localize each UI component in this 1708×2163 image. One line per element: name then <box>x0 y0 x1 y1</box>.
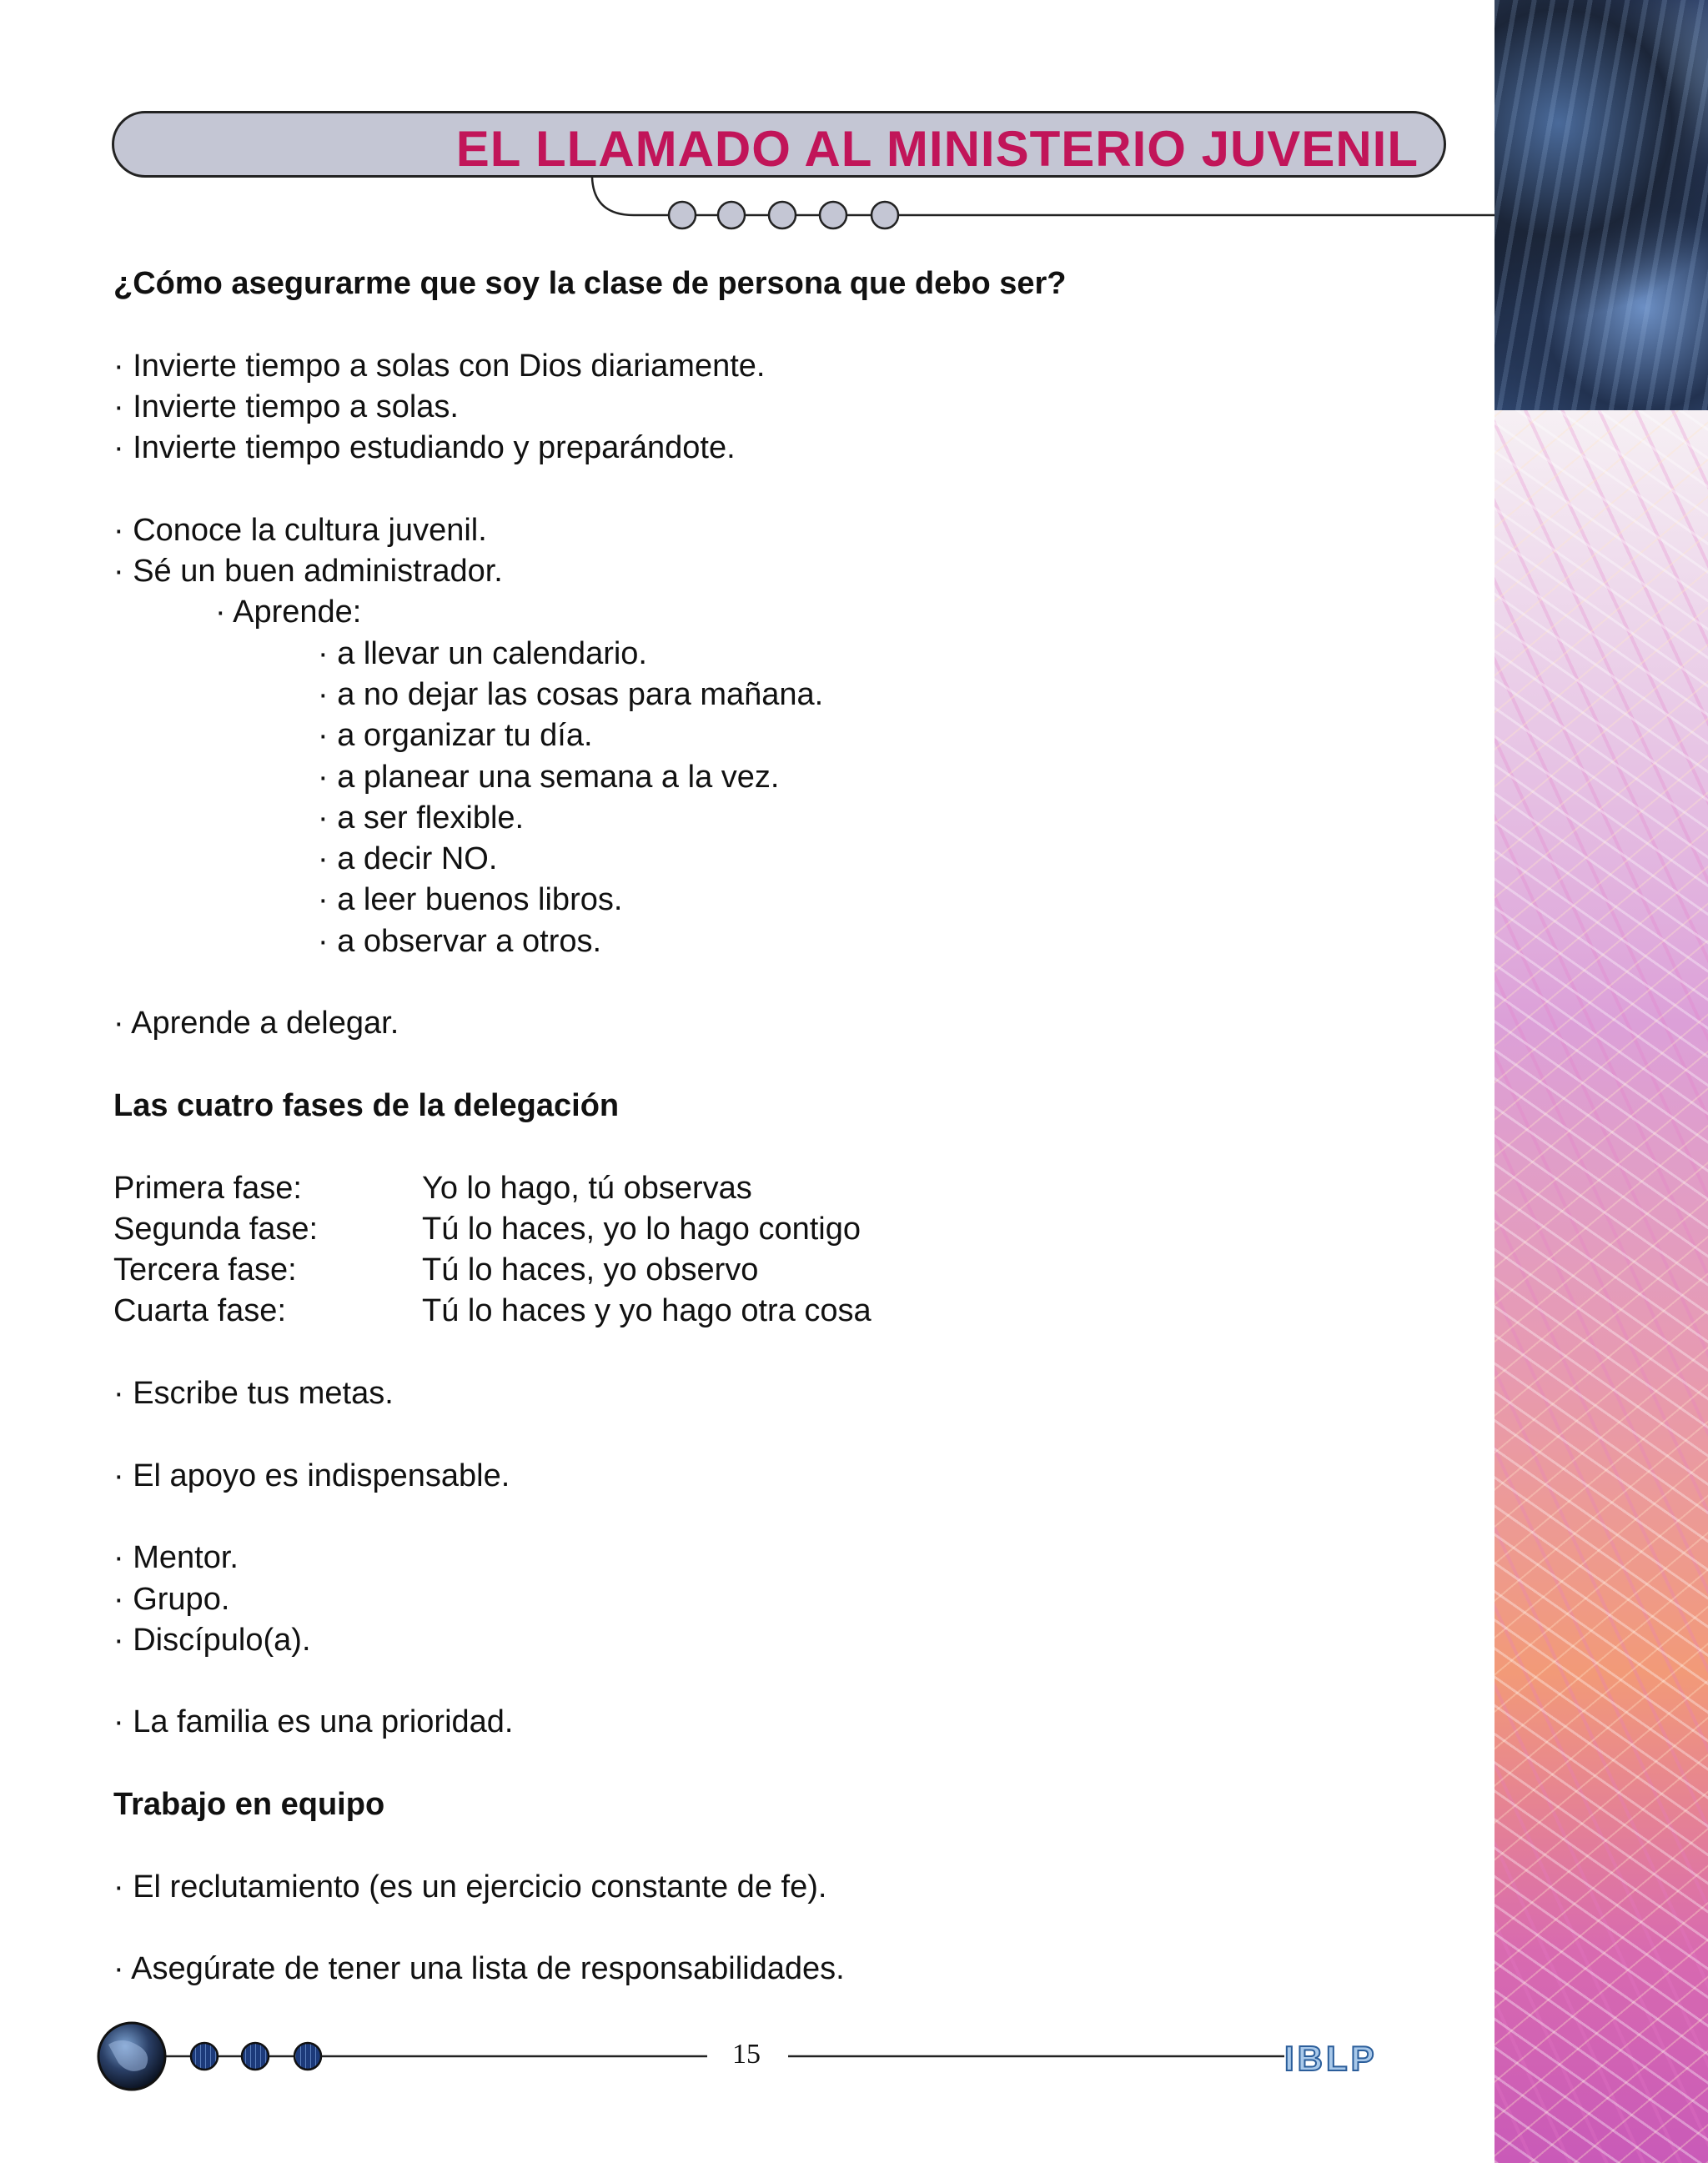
list-item: · Invierte tiempo a solas con Dios diariamente. <box>113 348 766 384</box>
list-item: · La familia es una prioridad. <box>113 1704 514 1740</box>
footer-globe-icon <box>98 2023 165 2090</box>
sub-list-item: · a no dejar las cosas para mañana. <box>318 676 824 712</box>
phase-text: Tú lo haces y yo hago otra cosa <box>422 1293 872 1329</box>
sub-list-item: · a leer buenos libros. <box>318 882 623 918</box>
phase-row <box>113 1250 1448 1291</box>
phase-label: Primera fase: <box>113 1170 302 1206</box>
sub-list-item: · a planear una semana a la vez. <box>318 759 780 795</box>
iblp-logo <box>1284 2040 1444 2078</box>
phase-label: Cuarta fase: <box>113 1293 286 1329</box>
sub-list-item: · a observar a otros. <box>318 923 602 959</box>
list-item: · Sé un buen administrador. <box>113 554 503 590</box>
section-heading: Las cuatro fases de la delegación <box>113 1087 620 1123</box>
list-item: · Asegúrate de tener una lista de responsabilidades. <box>113 1951 845 1987</box>
list-item: · Mentor. <box>113 1540 239 1576</box>
sub-list-item: · a organizar tu día. <box>318 718 593 754</box>
section-heading: ¿Cómo asegurarme que soy la clase de persona que debo ser? <box>113 266 1067 301</box>
list-item: · Aprende a delegar. <box>113 1006 399 1041</box>
list-item: · Discípulo(a). <box>113 1622 311 1658</box>
list-item: · Escribe tus metas. <box>113 1376 394 1412</box>
sub-list-item: · a llevar un calendario. <box>318 635 647 671</box>
phase-label: Segunda fase: <box>113 1211 319 1247</box>
list-item: · Conoce la cultura juvenil. <box>113 512 487 548</box>
document-body <box>113 263 1448 1990</box>
sub-list-heading: · Aprende: <box>215 595 362 630</box>
page-number: 15 <box>732 2039 761 2070</box>
list-item: · El apoyo es indispensable. <box>113 1458 510 1493</box>
list-item: · El reclutamiento (es un ejercicio constante de fe). <box>113 1869 827 1905</box>
list-item: · Invierte tiempo a solas. <box>113 389 459 424</box>
sub-list-item: · a ser flexible. <box>318 800 525 836</box>
sub-list-item: · a decir NO. <box>318 841 498 877</box>
logo-text: IBLP <box>1284 2039 1378 2078</box>
phase-text: Tú lo haces, yo observo <box>422 1252 759 1288</box>
phase-row <box>113 1209 1448 1250</box>
phase-text: Yo lo hago, tú observas <box>422 1170 752 1206</box>
section-heading: Trabajo en equipo <box>113 1786 385 1822</box>
phase-row <box>113 1291 1448 1332</box>
phase-row <box>113 1168 1448 1209</box>
phase-text: Tú lo haces, yo lo hago contigo <box>422 1211 862 1247</box>
list-item: · Invierte tiempo estudiando y preparándote. <box>113 430 736 466</box>
footer-beads <box>191 2043 321 2070</box>
phase-label: Tercera fase: <box>113 1252 297 1288</box>
list-item: · Grupo. <box>113 1581 230 1617</box>
page-title: EL LLAMADO AL MINISTERIO JUVENIL <box>455 121 1419 177</box>
